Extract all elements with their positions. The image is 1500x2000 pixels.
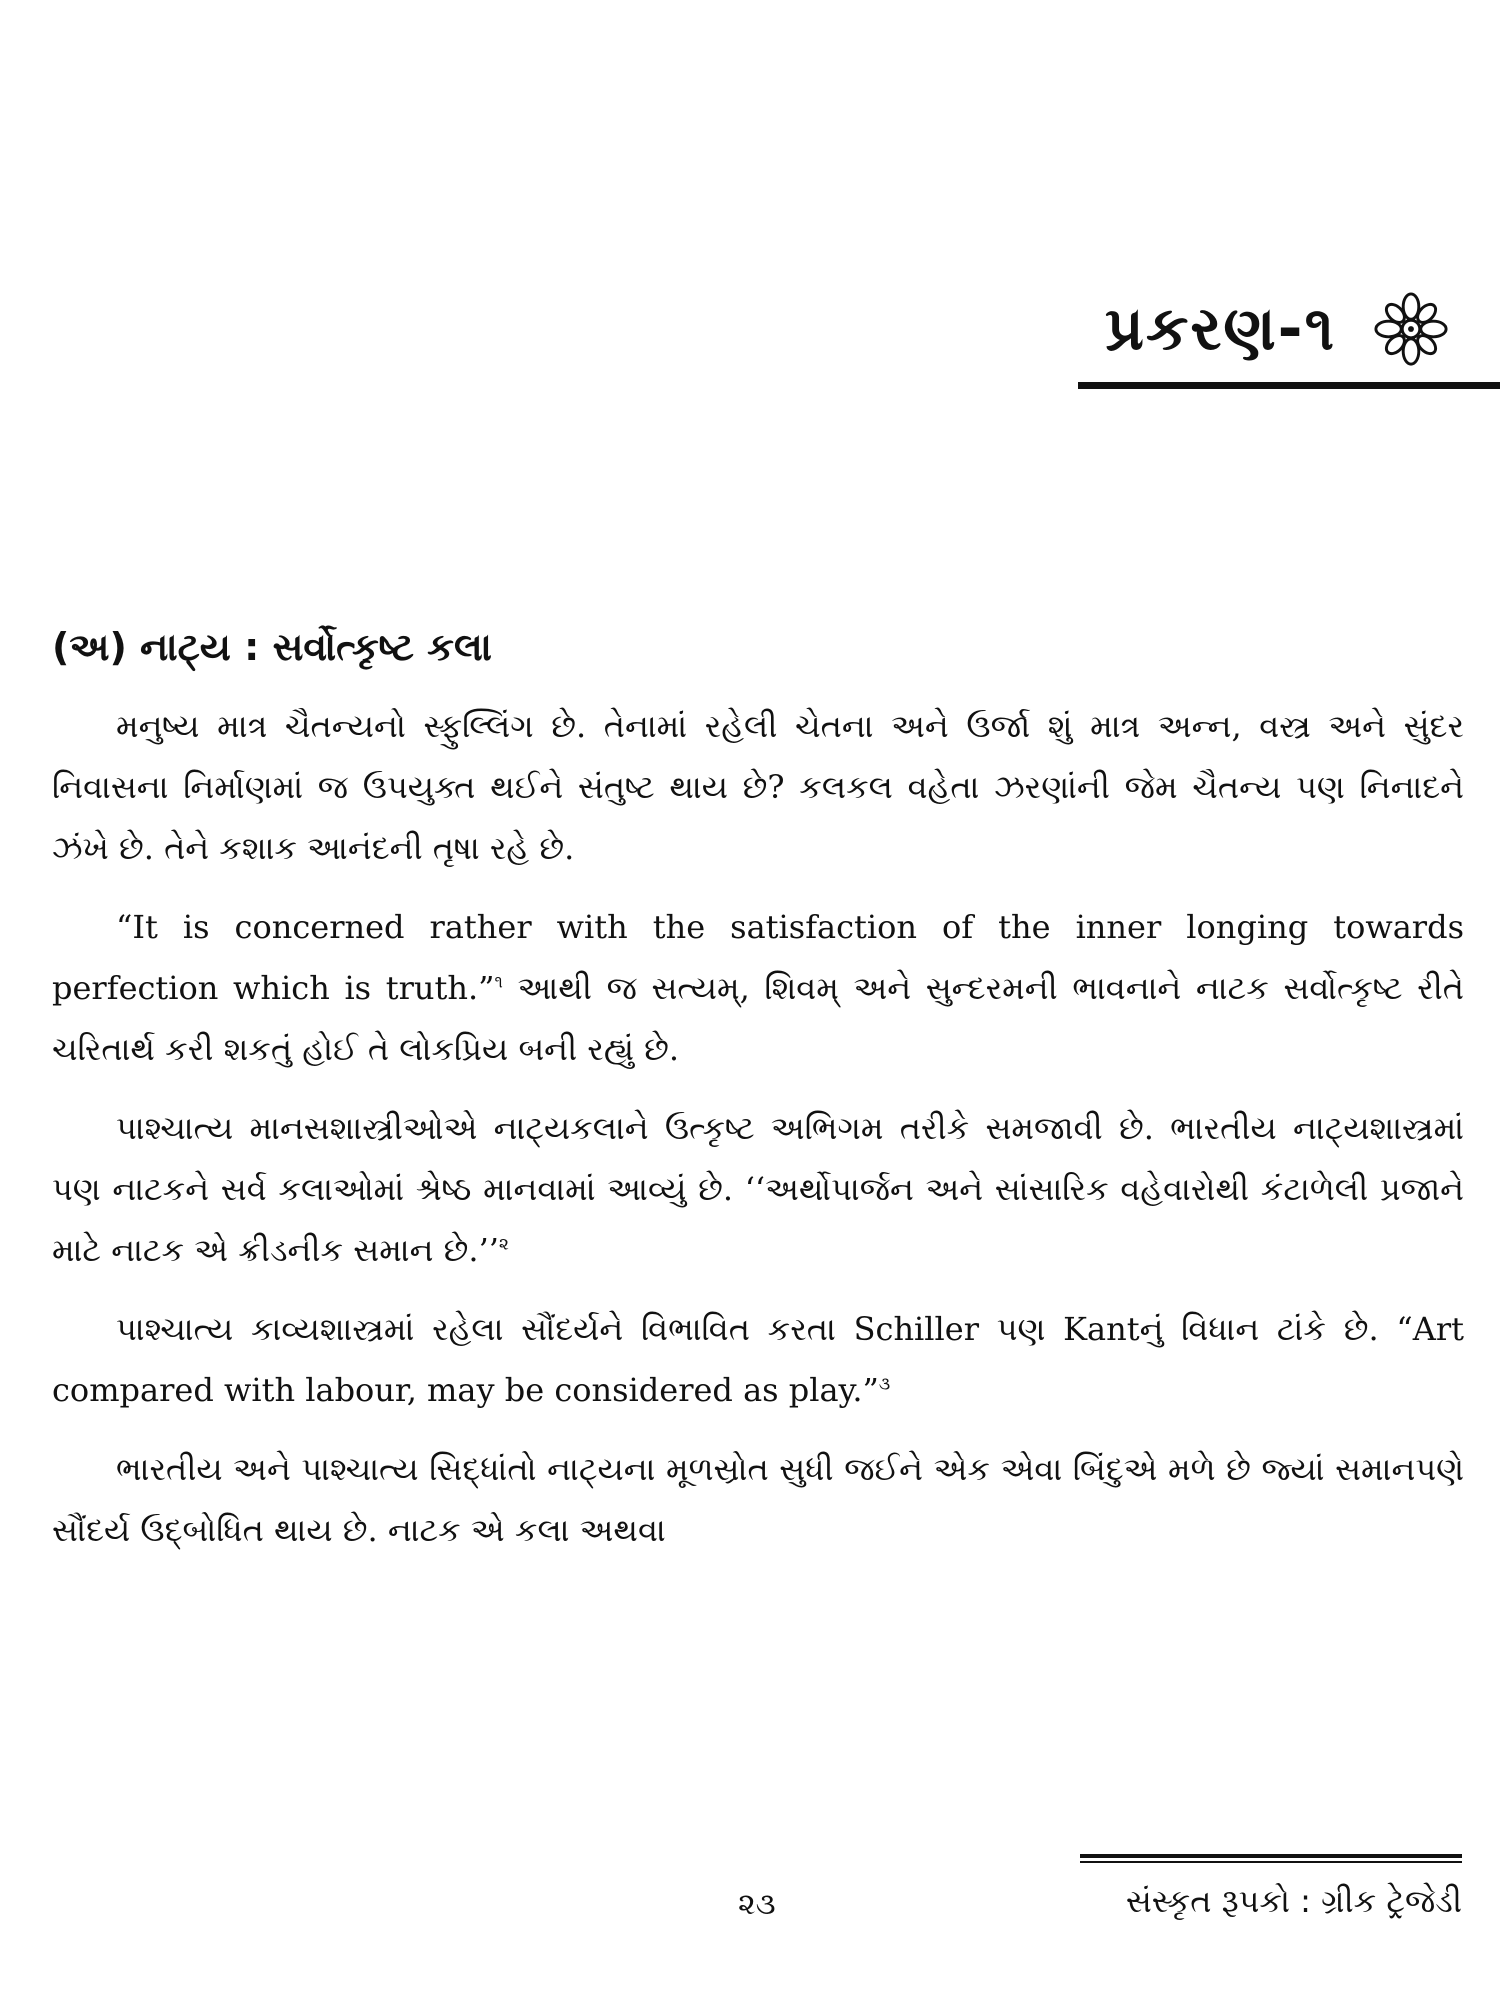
paragraph-4 <box>52 1299 1464 1421</box>
paragraph-2 <box>52 897 1464 1080</box>
footer-rule-thin <box>1080 1861 1462 1863</box>
paragraph-5 <box>52 1439 1464 1561</box>
chapter-title: પ્રકરણ-૧ <box>1105 294 1336 364</box>
floral-ornament-icon <box>1372 290 1450 368</box>
paragraph-text: પાશ્ચાત્ય માનસશાસ્ત્રીઓએ નાટ્યકલાને ઉત્કૃષ્ટ અભિગમ તરીકે સમજાવી છે. ભારતીય નાટ્યશાસ્ત્રમાં પણ નાટકને સર્વ કલાઓમાં શ્રેષ્ઠ માનવામાં આવ્યું છે. ‘‘અર્થોપાર્જન અને સાંસારિક વહેવારોથી કંટાળેલી પ્રજાને માટે નાટક એ ક્રીડનીક સમાન છે.’’ <box>52 1109 1464 1269</box>
english-quote: “It is concerned rather with the satisfaction of the inner longing towards perfection which is truth.” <box>52 908 1464 1007</box>
footer-rule <box>1080 1854 1462 1858</box>
paragraph-3 <box>52 1098 1464 1281</box>
header-rule <box>1078 382 1500 389</box>
page-number: ૨૩ <box>738 1887 776 1922</box>
chapter-header <box>1105 290 1450 368</box>
footnote-marker: ૨ <box>498 1234 509 1255</box>
english-quote: “Art compared with labour, may be considered as play.” <box>52 1310 1464 1409</box>
footnote-marker: ૧ <box>494 972 503 993</box>
section-heading: (અ) નાટ્ય : સર્વોત્કૃષ્ટ કલા <box>52 625 492 669</box>
page-body <box>52 625 1464 1579</box>
paragraph-1 <box>52 696 1464 879</box>
running-footer-title: સંસ્કૃત રૂપકો : ગ્રીક ટ્રેજેડી <box>1125 1882 1462 1920</box>
paragraph-text: પાશ્ચાત્ય કાવ્યશાસ્ત્રમાં રહેલા સૌંદર્યને વિભાવિત કરતા Schiller પણ Kantનું વિધાન ટાંકે છે. <box>116 1310 1397 1348</box>
paragraph-text: આથી જ સત્યમ્, શિવમ્ અને સુન્દરમની ભાવનાને નાટક સર્વોત્કૃષ્ટ રીતે ચરિતાર્થ કરી શકતું હોઈ તે લોકપ્રિય બની રહ્યું છે. <box>52 969 1465 1068</box>
paragraph-text: ભારતીય અને પાશ્ચાત્ય સિદ્ધાંતો નાટ્યના મૂળસ્રોત સુધી જઈને એક એવા બિંદુએ મળે છે જ્યાં સમાનપણે સૌંદર્ય ઉદ્‌બોધિત થાય છે. નાટક એ કલા અથવા <box>52 1450 1464 1549</box>
footnote-marker: ૩ <box>878 1374 891 1395</box>
paragraph-text: મનુષ્ય માત્ર ચૈતન્યનો સ્ફુલ્લિંગ છે. તેનામાં રહેલી ચેતના અને ઉર્જા શું માત્ર અન્ન, વસ્ત્ર અને સુંદર નિવાસના નિર્માણમાં જ ઉપયુક્ત થઈને સંતુષ્ટ થાય છે? કલકલ વહેતા ઝરણાંની જેમ ચૈતન્ય પણ નિનાદને ઝંખે છે. તેને કશાક આનંદની તૃષા રહે છે. <box>52 707 1464 867</box>
